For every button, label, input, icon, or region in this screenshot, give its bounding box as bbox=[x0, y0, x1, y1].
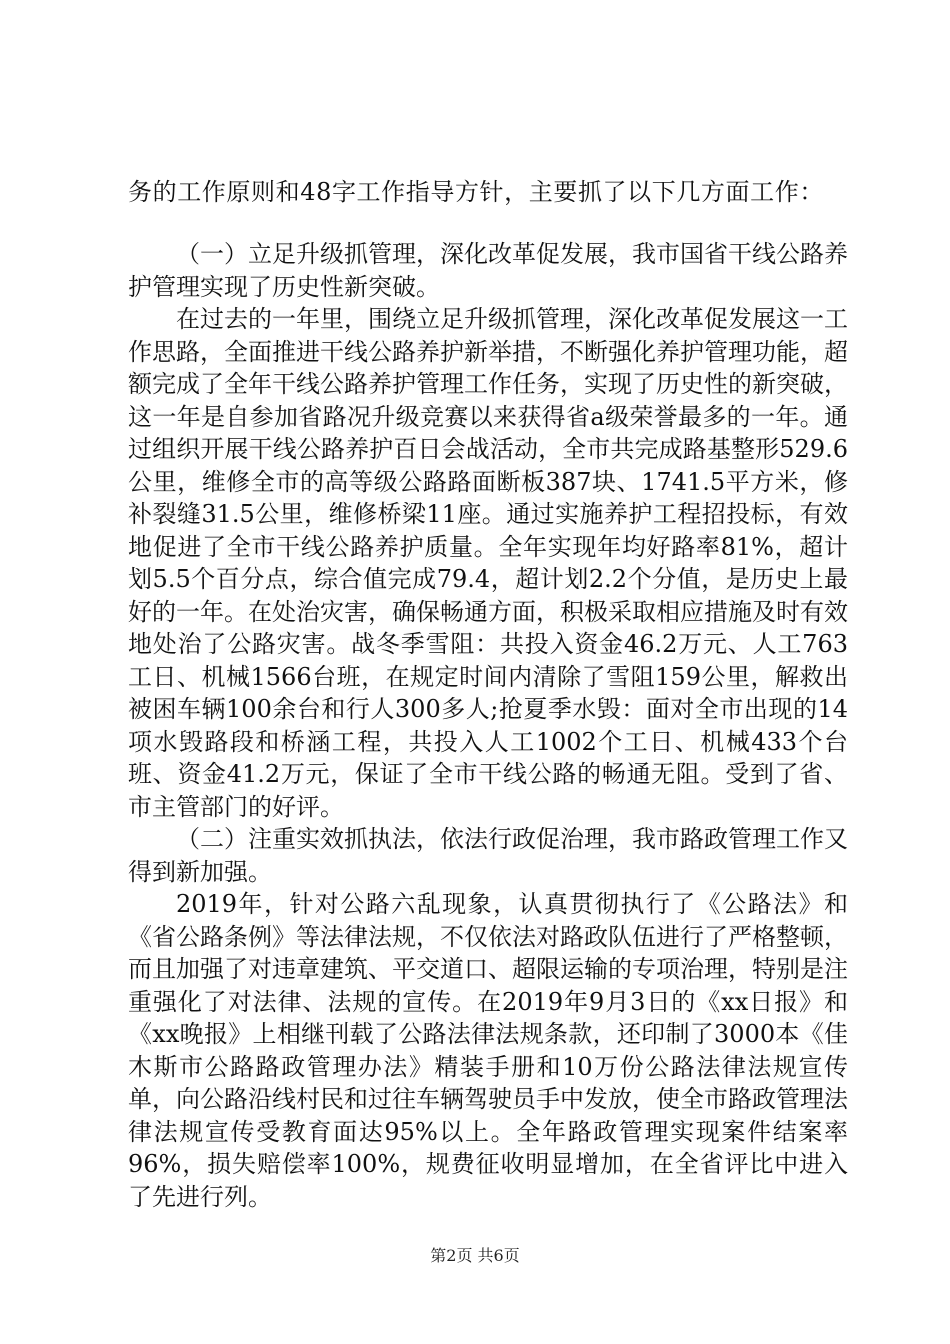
page-number-indicator: 第2页 共6页 bbox=[430, 1246, 520, 1265]
continuation-line: 务的工作原则和48字工作指导方针，主要抓了以下几方面工作： bbox=[128, 178, 824, 206]
paragraph-road-administration: 2019年，针对公路六乱现象，认真贯彻执行了《公路法》和《省公路条例》等法律法规，不仅依法对路政队伍进行了严格整顿，而且加强了对违章建筑、平交道口、超限运输的专项治理，特别是注重强化了对法律、法规的宣传。在2019年9月3日的《xx日报》和《xx晚报》上相继刊载了公路法律法规条款，还印制了3000本《佳木斯市公路路政管理办法》精装手册和10万份公路法律法规宣传单，向公路沿线村民和过往车辆驾驶员手中发放，使全市路政管理法律法规宣传受教育面达95%以上。全年路政管理实现案件结案率96%，损失赔偿率100%，规费征收明显增加，在全省评比中进入了先进行列。 bbox=[128, 890, 848, 1211]
page-footer bbox=[0, 1246, 950, 1266]
continuation-text-block bbox=[128, 176, 848, 209]
section-heading-1: （一）立足升级抓管理，深化改革促发展，我市国省干线公路养护管理实现了历史性新突破。 bbox=[128, 240, 848, 301]
section-heading-2: （二）注重实效抓执法，依法行政促治理，我市路政管理工作又得到新加强。 bbox=[128, 825, 848, 886]
body-text-block bbox=[128, 238, 848, 1213]
paragraph-maintenance: 在过去的一年里，围绕立足升级抓管理，深化改革促发展这一工作思路，全面推进干线公路养护新举措，不断强化养护管理功能，超额完成了全年干线公路养护管理工作任务，实现了历史性的新突破，这一年是自参加省路况升级竞赛以来获得省a级荣誉最多的一年。通过组织开展干线公路养护百日会战活动，全市共完成路基整形529.6公里，维修全市的高等级公路路面断板387块、1741.5平方米，修补裂缝31.5公里，维修桥梁11座。通过实施养护工程招投标，有效地促进了全市干线公路养护质量。全年实现年均好路率81%，超计划5.5个百分点，综合值完成79.4，超计划2.2个分值，是历史上最好的一年。在处治灾害，确保畅通方面，积极采取相应措施及时有效地处治了公路灾害。战冬季雪阻：共投入资金46.2万元、人工763工日、机械1566台班，在规定时间内清除了雪阻159公里，解救出被困车辆100余台和行人300多人;抢夏季水毁：面对全市出现的14项水毁路段和桥涵工程，共投入人工1002个工日、机械433个台班、资金41.2万元，保证了全市干线公路的畅通无阻。受到了省、市主管部门的好评。 bbox=[128, 305, 848, 821]
